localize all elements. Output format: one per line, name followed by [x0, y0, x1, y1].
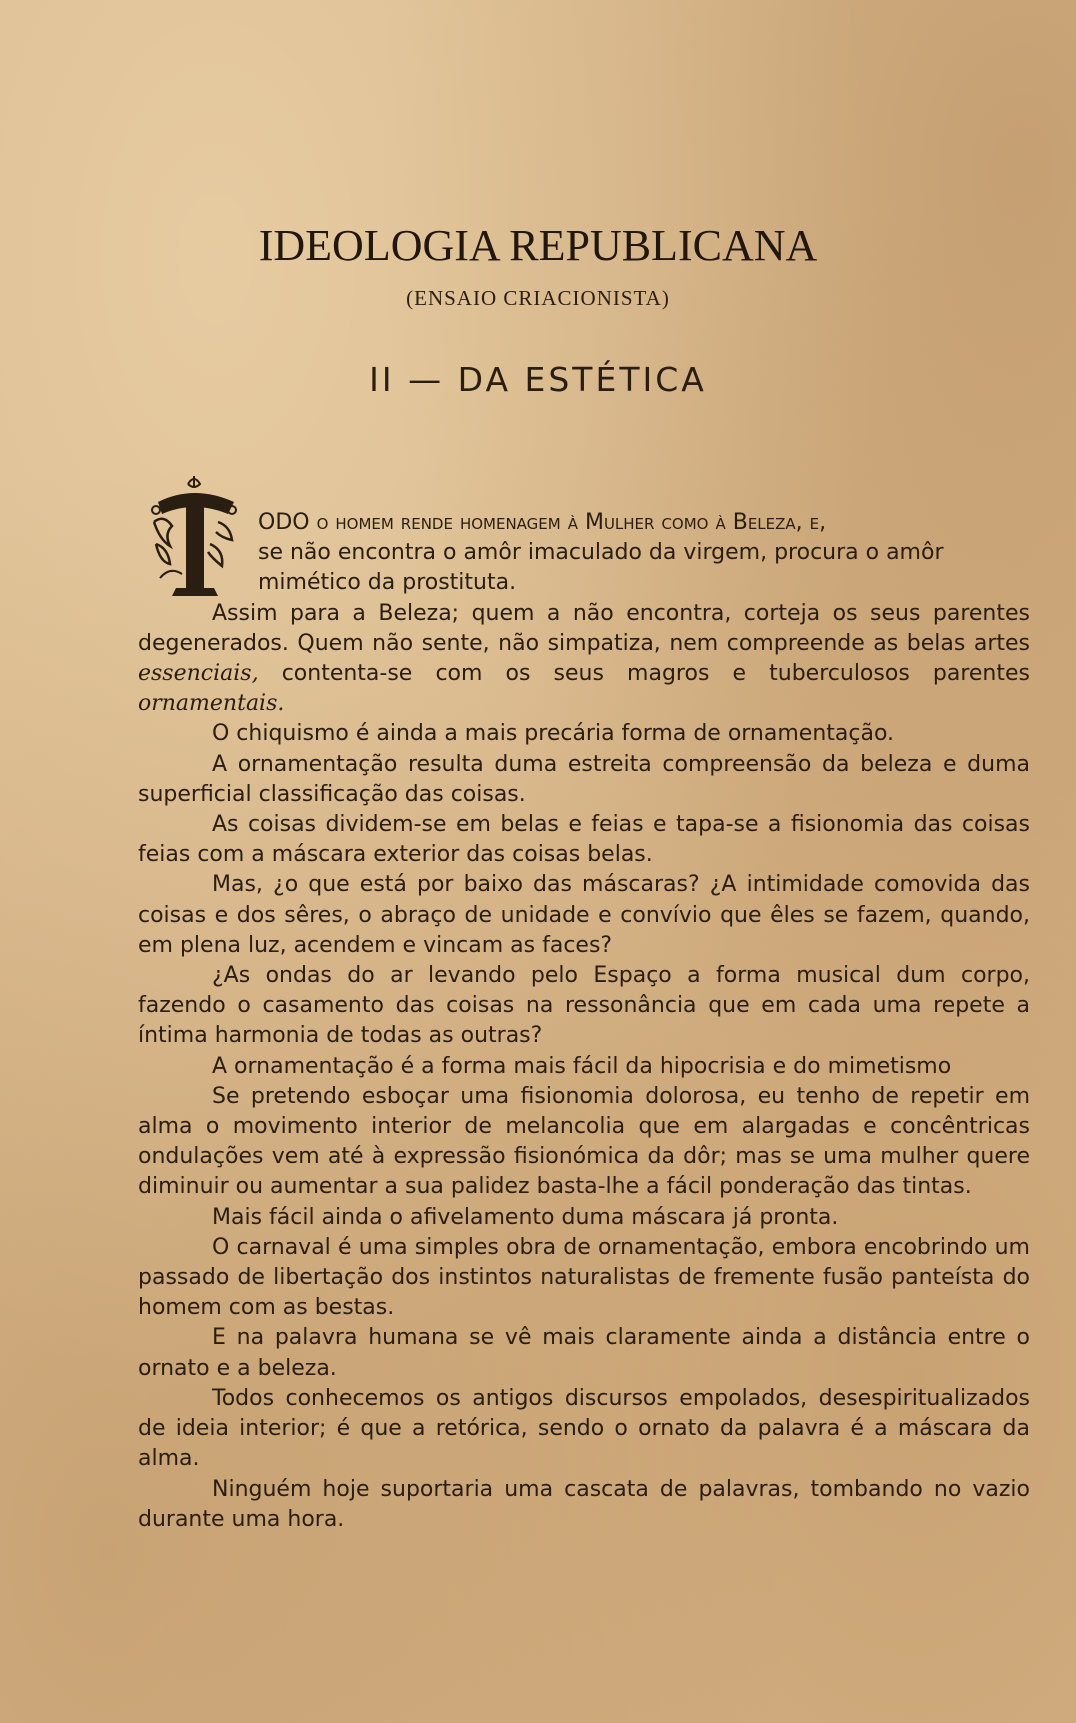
paragraph-3: O chiquismo é ainda a mais precária forma de ornamentação.	[212, 721, 895, 747]
paragraph-10: Mais fácil ainda o afivelamento duma máscara já pronta.	[212, 1204, 839, 1230]
paragraph-7: ¿As ondas do ar levando pelo Espaço a forma musical dum corpo, fazendo o casamento das coisas na ressonância que em cada uma repete a íntima harmonia de todas as outras?	[138, 963, 1030, 1049]
paragraph-5: As coisas dividem-se em belas e feias e tapa-se a fisionomia das coisas feias com a máscara exterior das coisas belas.	[138, 812, 1030, 868]
paragraph-4: A ornamentação resulta duma estreita compreensão da beleza e duma superficial classificação das coisas.	[138, 751, 1030, 807]
section-heading: II — DA ESTÉTICA	[369, 360, 707, 399]
article-body	[138, 508, 1030, 1535]
paragraph-2-italic-essenciais: essenciais,	[138, 661, 259, 687]
paragraph-2-italic-ornamentais: ornamentais.	[138, 691, 285, 717]
paragraph-14: Ninguém hoje suportaria uma cascata de palavras, tombando no vazio durante uma hora.	[138, 1476, 1030, 1532]
paragraph-8: A ornamentação é a forma mais fácil da hipocrisia e do mimetismo	[212, 1053, 952, 1079]
page-subtitle: (ENSAIO CRIACIONISTA)	[406, 286, 670, 310]
paragraph-11: O carnaval é uma simples obra de ornamentação, embora encobrindo um passado de libertação dos instintos naturalistas de fremente fusão panteísta do homem com as bestas.	[138, 1234, 1030, 1321]
paragraph-1-line-2: se não encontra o amôr imaculado da virgem, procura o amôr	[258, 540, 944, 566]
paragraph-1-line-1: ODO o homem rende homenagem à Mulher como à Beleza, e,	[258, 510, 827, 535]
paragraph-1	[138, 508, 1030, 599]
paragraph-12: E na palavra humana se vê mais claramente ainda a distância entre o ornato e a beleza.	[138, 1325, 1030, 1381]
paragraph-2-text-a: Assim para a Beleza; quem a não encontra, corteja os seus parentes degenerados. Quem não sente, não simpatiza, nem compreende as belas artes	[138, 600, 1030, 656]
paragraph-2	[138, 599, 1030, 720]
paragraph-13: Todos conhecemos os antigos discursos empolados, desespiritualizados de ideia interior; é que a retórica, sendo o ornato da palavra é a máscara da alma.	[138, 1385, 1030, 1472]
paragraph-2-text-b: contenta-se com os seus magros e tuberculosos parentes	[258, 661, 1030, 687]
paragraph-6: Mas, ¿o que está por baixo das máscaras? ¿A intimidade comovida das coisas e dos sêres, o abraço de unidade e convívio que êles se fazem, quando, em plena luz, acendem e vincam as faces?	[138, 872, 1030, 958]
paragraph-9: Se pretendo esboçar uma fisionomia dolorosa, eu tenho de repetir em alma o movimento interior de melancolia que em alargadas e concêntricas ondulações vem até à expressão fisionómica da dôr; mas se uma mulher quere diminuir ou aumentar a sua palidez basta-lhe a fácil ponderação das tintas.	[138, 1083, 1030, 1200]
page-title: IDEOLOGIA REPUBLICANA	[258, 221, 818, 270]
paragraph-1-line-3: mimético da prostituta.	[258, 570, 517, 596]
